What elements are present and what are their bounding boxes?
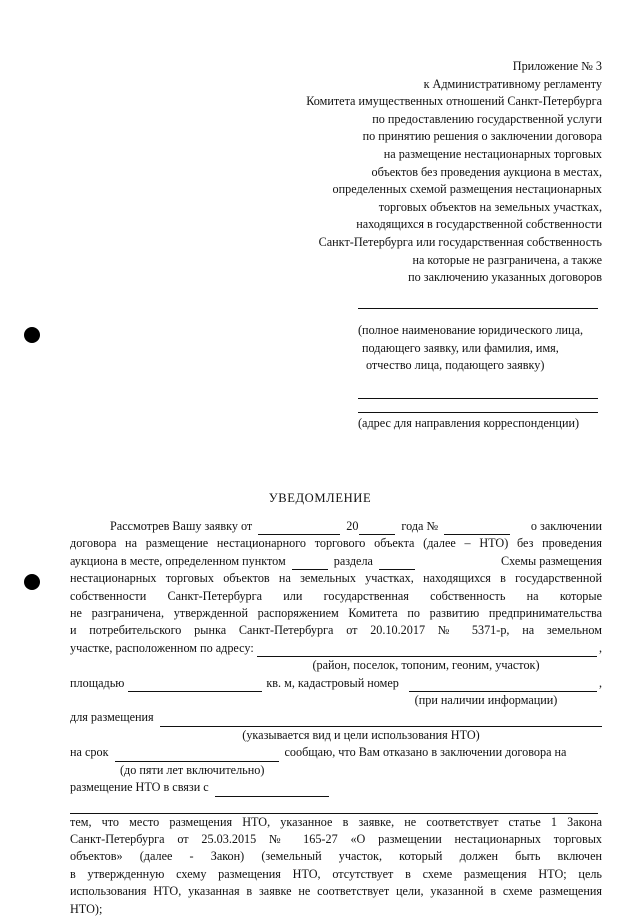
cadastral-caption: (при наличии информации) — [414, 693, 558, 708]
scheme-item-field[interactable] — [292, 557, 328, 570]
scheme-section-field[interactable] — [379, 557, 415, 570]
term-caption: (до пяти лет включительно) — [120, 762, 265, 777]
area-field[interactable] — [128, 679, 262, 692]
address-field[interactable] — [257, 644, 597, 657]
application-date-field[interactable] — [258, 522, 340, 535]
appendix-line: по предоставлению государственной услуги — [372, 111, 602, 126]
body-line: договора на размещение нестационарного торгового объекта (далее – НТО) без проведения — [70, 536, 602, 551]
body-line: нестационарных торговых объектов на земельных участках, находящихся в государственной — [70, 571, 602, 586]
appendix-line: на которые не разграничена, а также — [412, 252, 602, 267]
punch-hole-bottom — [24, 574, 40, 590]
appendix-line: Приложение № 3 — [512, 59, 602, 73]
reason-field[interactable] — [215, 784, 329, 797]
recipient-name-line[interactable] — [358, 308, 598, 309]
appendix-line: объектов без проведения аукциона в местах, — [371, 164, 602, 179]
reason-separator-line[interactable] — [70, 801, 598, 814]
reason-line: использования НТО, указанная в заявке не соответствует цели, указанной в схеме размещения — [70, 884, 602, 899]
purpose-field[interactable] — [160, 714, 602, 727]
appendix-line: к Административному регламенту — [423, 76, 602, 91]
application-number-field[interactable] — [444, 522, 510, 535]
body-line: участке, расположенном по адресу: , — [70, 640, 602, 657]
notification-body — [70, 518, 602, 918]
appendix-line: по заключению указанных договоров — [408, 270, 602, 285]
appendix-line: на размещение нестационарных торговых — [383, 146, 602, 161]
purpose-caption: (указывается вид и цели использования НТО) — [242, 727, 480, 742]
body-line: площадью кв. м, кадастровый номер , — [70, 675, 602, 692]
appendix-line: по принятию решения о заключении договора — [362, 129, 602, 144]
body-line: не разграничена, утвержденной распоряжением Комитета по развитию предпринимательства — [70, 606, 602, 621]
reason-line: НТО); — [70, 901, 103, 916]
body-line: собственности Санкт-Петербурга или государственная собственность на которые — [70, 588, 602, 603]
appendix-line: торговых объектов на земельных участках, — [378, 199, 602, 214]
cadastral-number-field[interactable] — [409, 679, 597, 692]
reason-line: Санкт-Петербурга от 25.03.2015 № 165-27 «О размещении нестационарных торговых — [70, 831, 602, 846]
body-line: аукциона в месте, определенном пунктом раздела Схемы размещения — [70, 553, 602, 570]
recipient-address-caption: (адрес для направления корреспонденции) — [358, 416, 580, 430]
recipient-address-line-2[interactable] — [358, 412, 598, 413]
punch-hole-top — [24, 327, 40, 343]
document-title: УВЕДОМЛЕНИЕ — [268, 491, 372, 505]
appendix-line: Санкт-Петербурга или государственная собственность — [318, 234, 602, 249]
body-line: на срок сообщаю, что Вам отказано в заключении договора на — [70, 744, 602, 761]
reason-line: тем, что место размещения НТО, указанное в заявке, не соответствует статье 1 Закона — [70, 814, 602, 829]
appendix-line: Комитета имущественных отношений Санкт-Петербурга — [306, 94, 602, 109]
term-field[interactable] — [115, 749, 279, 762]
reason-line: в утвержденную схему размещения НТО, отсутствует в схеме размещения НТО; цель — [70, 866, 602, 881]
appendix-line: находящихся в государственной собственности — [356, 217, 602, 232]
body-line: Рассмотрев Вашу заявку от 20 года № о заключении — [70, 518, 602, 535]
body-line: размещение НТО в связи с — [70, 779, 602, 796]
body-line: и потребительского рынка Санкт-Петербурга от 20.10.2017 № 5371-р, на земельном — [70, 623, 602, 638]
recipient-name-caption: (полное наименование юридического лица, подающего заявку, или фамилия, имя, отчество лица, подающего заявку) — [358, 323, 584, 373]
appendix-header — [222, 58, 602, 287]
application-year-field[interactable] — [359, 522, 395, 535]
reason-line: объектов» (далее - Закон) (земельный участок, который должен быть включен — [70, 849, 602, 864]
recipient-address-line-1[interactable] — [358, 398, 598, 399]
appendix-line: определенных схемой размещения нестационарных — [332, 182, 602, 197]
address-caption: (район, поселок, топоним, геоним, участок) — [312, 658, 540, 673]
body-line: для размещения — [70, 709, 602, 726]
